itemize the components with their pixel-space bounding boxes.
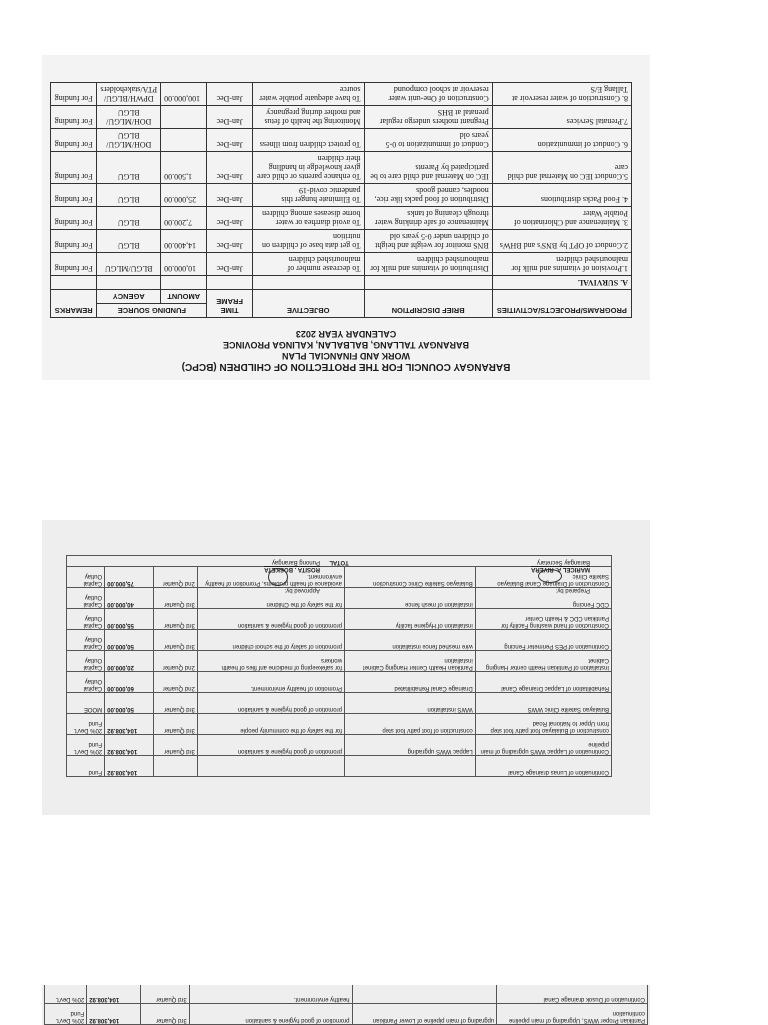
remarks-cell: For funding	[51, 129, 97, 152]
program-cell: Continuation of Lappac WWS upgrading of main pipeline	[475, 735, 611, 756]
source-cell: MOOE	[67, 693, 105, 714]
objective-cell: Monitoring the health of fetus and mother during pregnancy	[252, 106, 364, 129]
approved-by-title: Punong Barangay	[271, 559, 320, 565]
program-cell: Pantikian Proper WWS, Upgrading of main pipeline continuation	[497, 1004, 648, 1025]
table-row	[67, 609, 612, 630]
program-cell: 7.Prenatal Services	[492, 106, 631, 129]
header-objective: OBJECTIVE	[252, 290, 364, 318]
title-line: BARANGAY TALLANG, BALBALAN, KALINGA PROVINCE	[223, 340, 470, 350]
header-agency: AGENCY	[97, 290, 161, 304]
time-cell: Jan-Dec	[207, 129, 253, 152]
brief-cell: Construction of One-unit water reservoir at school compound	[364, 83, 492, 106]
amount-cell: 7,200.00	[161, 207, 207, 230]
program-cell: construction of Bulalayao foot path/ foot step from Upper to National Road	[475, 714, 611, 735]
source-cell: 20% Dev't. Fund	[67, 714, 105, 735]
table-row	[51, 207, 632, 230]
program-cell: Continuation of Lunas drainage Canal	[475, 756, 611, 777]
amount-cell: 100,000.00	[161, 83, 207, 106]
objective-cell: avoidance of health problems, Promotion of healthy environment.	[197, 567, 344, 588]
source-cell: Capital Outlay	[67, 672, 105, 693]
time-cell: Jan-Dec	[207, 230, 253, 253]
header-brief: BRIEF DISCRIPTION	[364, 290, 492, 318]
scanned-page-bcpc-plan	[42, 55, 650, 380]
amount-cell: 10,000.00	[161, 253, 207, 276]
brief-cell: upgrading of main pipeline of Lower Pantikian	[352, 1004, 497, 1025]
source-cell: Capital Outlay	[67, 609, 105, 630]
brief-cell: installation of mesh fence	[344, 588, 475, 609]
prepared-by-title: Barangay Secretary	[536, 559, 590, 565]
table-row	[51, 129, 632, 152]
time-cell: 3rd Quarter	[141, 985, 189, 1004]
header-amount: AMOUNT	[161, 290, 207, 304]
amount-cell: 75,000.00	[105, 567, 154, 588]
program-cell: CDC Fencing	[475, 588, 611, 609]
time-cell: 2nd Quarter	[154, 651, 198, 672]
program-cell: 5.Conduct IEC on Maternal and child care	[492, 152, 631, 184]
signature-mark	[268, 568, 288, 586]
agency-cell: DOH/MLGU/ BLGU	[97, 106, 161, 129]
approved-by-name: ROSITA . BOSKETA	[264, 566, 320, 572]
brief-cell: Drainage Canal Rehabilitated	[344, 672, 475, 693]
header-program: PROGRAMS/PROJECTS/ACTIVITIES	[492, 290, 631, 318]
amount-cell: 1,500.00	[161, 152, 207, 184]
table-row	[67, 567, 612, 588]
infrastructure-table-continued	[44, 985, 648, 1025]
scanned-page-infrastructure-plan	[42, 520, 650, 815]
source-cell: Capital Outlay	[67, 651, 105, 672]
agency-cell: BLGU	[97, 230, 161, 253]
scanned-page-partial	[42, 985, 650, 1025]
table-row	[67, 588, 612, 609]
source-cell: Capital Outlay	[67, 588, 105, 609]
program-cell: 4. Food Packs distributions	[492, 184, 631, 207]
program-cell: Construction of hand washing Facility for Pantikian CDC & Health Center	[475, 609, 611, 630]
title-line: CALENDAR YEAR 2023	[295, 329, 397, 339]
amount-cell: 60,000.00	[105, 672, 154, 693]
section-label: A. SURVIVAL	[492, 276, 631, 290]
table-row	[67, 630, 612, 651]
amount-cell: 104,308.92	[87, 985, 141, 1004]
objective-cell: for safekeeping of medicine anf files of health workers	[197, 651, 344, 672]
remarks-cell: For funding	[51, 106, 97, 129]
time-cell: Jan-Dec	[207, 207, 253, 230]
time-cell: Jan-Dec	[207, 152, 253, 184]
amount-cell: 104,308.92	[105, 714, 154, 735]
program-cell: 1.Provision of vitamins and milk for malnourished children	[492, 253, 631, 276]
remarks-cell: For funding	[51, 83, 97, 106]
header-funding-source: FUNDING SOURCE	[97, 304, 207, 318]
source-cell: 20% Dev't.	[45, 985, 87, 1004]
time-cell: 3rd Quarter	[154, 588, 198, 609]
brief-cell: Distribution of food packs like rice, noodles, canned goods	[364, 184, 492, 207]
total-row	[67, 556, 612, 567]
amount-cell: 104,308.92	[105, 735, 154, 756]
objective-cell: promotion of good hygiene & sanitation	[197, 693, 344, 714]
table-row	[67, 735, 612, 756]
table-row	[51, 230, 632, 253]
table-row	[51, 184, 632, 207]
program-cell: Rehabilitation of Lappac Drainage Canal	[475, 672, 611, 693]
agency-cell: DOH/MLGU/ BLGU	[97, 129, 161, 152]
time-cell: 3rd Quarter	[154, 735, 198, 756]
objective-cell: for the safety of the Children	[197, 588, 344, 609]
brief-cell: Pregnant mothers undergo regular prenatal at BHS	[364, 106, 492, 129]
time-cell: 2nd Quarter	[154, 672, 198, 693]
program-cell: Construction of Drainage Canal Bulalayao Satelite Clinic	[475, 567, 611, 588]
table-row	[51, 83, 632, 106]
time-cell: Jan-Dec	[207, 184, 253, 207]
amount-cell: 40,000.00	[105, 588, 154, 609]
objective-cell: promotion of good hygiene & sanitation	[189, 1004, 352, 1025]
time-cell: 3rd Quarter	[154, 714, 198, 735]
total-label: TOTAL	[67, 556, 612, 567]
objective-cell: To enhance parents or child care giver knowledge in handling their children	[252, 152, 364, 184]
amount-cell	[161, 129, 207, 152]
work-financial-plan-table	[50, 82, 632, 318]
amount-cell: 20,000.00	[105, 651, 154, 672]
objective-cell: Promotion of healthy environment.	[197, 672, 344, 693]
remarks-cell: For funding	[51, 184, 97, 207]
table-row	[67, 693, 612, 714]
amount-cell: 104,308.92	[105, 756, 154, 777]
source-cell: Capital Outlay	[67, 567, 105, 588]
objective-cell: To decrease number of malnourished children	[252, 253, 364, 276]
amount-cell: 55,000.00	[105, 609, 154, 630]
table-header-row	[51, 304, 632, 318]
table-row	[51, 253, 632, 276]
agency-cell: DPWH/BLGU/ PTA/stakeholders	[97, 83, 161, 106]
agency-cell: BLGU	[97, 184, 161, 207]
objective-cell: healthy environment.	[189, 985, 352, 1004]
title-line: BARANGAY COUNCIL FOR THE PROTECTION OF CHILDREN (BCPC)	[181, 361, 511, 372]
program-cell: Continuation of PES Perimeter Fencing	[475, 630, 611, 651]
table-row	[67, 756, 612, 777]
objective-cell: To have adequate potable water source	[252, 83, 364, 106]
program-cell: Bulalayao Satelite Clinic WWS	[475, 693, 611, 714]
agency-cell: BLGU	[97, 207, 161, 230]
table-row	[67, 714, 612, 735]
objective-cell: To avoid diarrhea or water borne diseases among children	[252, 207, 364, 230]
brief-cell: BNS monitor for weight and height of children under 0-5 years old	[364, 230, 492, 253]
program-cell: Continuation of Dusok drainage Canal	[497, 985, 648, 1004]
amount-cell: 50,000.00	[105, 630, 154, 651]
remarks-cell: For funding	[51, 253, 97, 276]
signature-mark	[538, 569, 562, 583]
objective-cell: To Eliminate hunger this pandemic covid-19	[252, 184, 364, 207]
time-cell	[154, 756, 198, 777]
brief-cell: WWS installation	[344, 693, 475, 714]
program-cell: 8. Construction of water reservoir at Tallang E/S	[492, 83, 631, 106]
brief-cell: Lappac WWS upgrading	[344, 735, 475, 756]
brief-cell: Conduct of immunization to 0-5 years old	[364, 129, 492, 152]
agency-cell: BLGU/MLGU	[97, 253, 161, 276]
objective-cell: promotion of good hygiene & sanitation	[197, 735, 344, 756]
title-line: WORK AND FINANCIAL PLAN	[282, 351, 410, 361]
brief-cell: Maintenance of safe drinking water through cleaning of tanks	[364, 207, 492, 230]
table-row	[45, 1004, 648, 1025]
objective-cell: promotion of good hygiene & sanitation	[197, 609, 344, 630]
time-cell: 3rd Quarter	[154, 609, 198, 630]
brief-cell	[352, 985, 497, 1004]
agency-cell: BLGU	[97, 152, 161, 184]
rotated-page-content	[42, 985, 650, 1025]
objective-cell	[197, 756, 344, 777]
source-cell: Fund	[67, 756, 105, 777]
objective-cell: To get data base of children on nutrition	[252, 230, 364, 253]
brief-cell: wire meshed fence installation	[344, 630, 475, 651]
time-cell: Jan-Dec	[207, 253, 253, 276]
table-row	[67, 672, 612, 693]
rotated-page-content	[42, 55, 650, 380]
time-cell: Jan-Dec	[207, 83, 253, 106]
source-cell: 20% Dev't. Fund	[45, 1004, 87, 1025]
prepared-by-label: Prepared by:	[555, 587, 590, 593]
document-header	[42, 328, 650, 372]
header-time: TIME FRAME	[207, 290, 253, 318]
time-cell: 2nd Quarter	[154, 567, 198, 588]
remarks-cell: For funding	[51, 152, 97, 184]
table-row	[51, 106, 632, 129]
remarks-cell: For funding	[51, 230, 97, 253]
time-cell: 3rd Quarter	[154, 693, 198, 714]
section-row	[51, 276, 632, 290]
table-row	[45, 985, 648, 1004]
amount-cell: 104,308.92	[87, 1004, 141, 1025]
time-cell: Jan-Dec	[207, 106, 253, 129]
table-row	[67, 651, 612, 672]
approved-by-label: Approved by:	[284, 587, 320, 593]
amount-cell	[161, 106, 207, 129]
objective-cell: for the safety of the community people	[197, 714, 344, 735]
program-cell: 3. Maintenance and Chlorination of Potable Water	[492, 207, 631, 230]
brief-cell: construction of foot path/ foot step	[344, 714, 475, 735]
objective-cell: promotion of safety of the school children	[197, 630, 344, 651]
amount-cell: 14,400.00	[161, 230, 207, 253]
brief-cell: IEC on Maternal and child care to be participated by Parents	[364, 152, 492, 184]
program-cell: Installation of Pantikian Health center Hanging Cabinet	[475, 651, 611, 672]
time-cell: 3rd Quarter	[154, 630, 198, 651]
source-cell: 20% Dev't. Fund	[67, 735, 105, 756]
brief-cell: Bulalayao Satelite Clinic Construction	[344, 567, 475, 588]
remarks-cell: For funding	[51, 207, 97, 230]
objective-cell: To protect children from illness	[252, 129, 364, 152]
amount-cell: 25,000.00	[161, 184, 207, 207]
brief-cell: installation of Hygiene facility	[344, 609, 475, 630]
time-cell: 3rd Quarter	[141, 1004, 189, 1025]
prepared-by-name: MARICEL A. RIVERA	[530, 566, 590, 572]
brief-cell: Pantikian Health Center Hanging Cabinet installation	[344, 651, 475, 672]
table-row	[51, 152, 632, 184]
amount-cell: 50,000.00	[105, 693, 154, 714]
program-cell: 6. Conduct of immunization	[492, 129, 631, 152]
brief-cell	[344, 756, 475, 777]
program-cell: 2.Conduct of OPT by BNS's and BHWs	[492, 230, 631, 253]
brief-cell: Distribution of vitamins and milk for malnourished children	[364, 253, 492, 276]
rotated-page-content	[42, 520, 650, 815]
source-cell: Capital Outlay	[67, 630, 105, 651]
header-remarks: REMARKS	[51, 290, 97, 318]
